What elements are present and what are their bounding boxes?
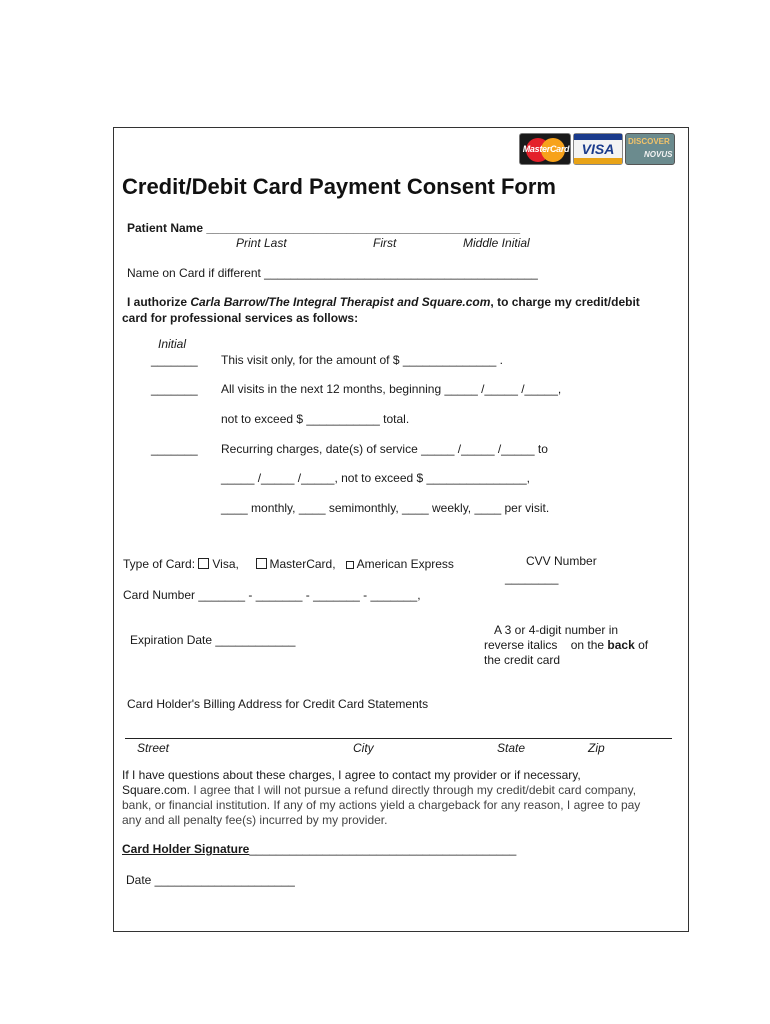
all-visits-option: All visits in the next 12 months, beginning _____ /_____ /_____,: [221, 382, 562, 396]
card-logos: [519, 131, 677, 167]
billing-address-field[interactable]: [125, 738, 672, 739]
provider-name: Carla Barrow/The Integral Therapist and Square.com: [190, 295, 491, 309]
card-type-label: Type of Card:: [123, 557, 199, 571]
first-label: First: [373, 236, 397, 250]
cvv-note-reverse-italics: reverse italics: [484, 638, 558, 652]
questions-line2: [122, 783, 636, 798]
mastercard-checkbox[interactable]: [256, 558, 267, 569]
state-label: State: [497, 741, 526, 755]
cvv-note-line1: A 3 or 4-digit number in: [494, 623, 619, 637]
mastercard-option-label: MasterCard,: [269, 557, 336, 571]
authorize-prefix: I authorize: [127, 295, 191, 309]
card-number-field[interactable]: Card Number _______ - _______ - _______ - _______,: [123, 588, 421, 602]
cvv-note-line2: [484, 638, 648, 653]
zip-label: Zip: [588, 741, 605, 755]
date-field[interactable]: Date _____________________: [126, 873, 295, 887]
page-title: Credit/Debit Card Payment Consent Form: [122, 174, 556, 199]
initial-label: Initial: [158, 337, 187, 351]
signature-field[interactable]: ________________________________________: [249, 842, 517, 856]
novus-logo-text: NOVUS: [644, 150, 673, 159]
visa-logo-icon: [573, 133, 623, 165]
city-label: City: [353, 741, 374, 755]
print-last-label: Print Last: [236, 236, 287, 250]
questions-line1: If I have questions about these charges, I agree to contact my provider or if necessary,: [122, 768, 581, 782]
amex-checkbox[interactable]: [346, 561, 354, 569]
street-label: Street: [137, 741, 170, 755]
initial-all-visits[interactable]: _______: [151, 382, 198, 396]
signature-row: [122, 842, 516, 857]
cvv-label: CVV Number: [526, 554, 597, 568]
patient-name-field[interactable]: Patient Name _______________________________________________: [127, 221, 521, 235]
mastercard-logo-icon: [519, 133, 571, 165]
mastercard-logo-text: MasterCard: [522, 144, 570, 154]
visa-option-label: Visa,: [212, 557, 239, 571]
recurring-option-line2: _____ /_____ /_____, not to exceed $ _______________,: [221, 471, 530, 485]
questions-line3: bank, or financial institution. If any of my actions yield a chargeback for any reason, I agree to pay: [122, 798, 641, 812]
authorize-suffix: , to charge my credit/debit: [490, 295, 640, 309]
card-type-row: [123, 557, 454, 572]
initial-this-visit[interactable]: _______: [151, 353, 198, 367]
signature-label: Card Holder Signature: [122, 842, 250, 856]
questions-line4: any and all penalty fee(s) incurred by my provider.: [122, 813, 388, 827]
billing-address-label: Card Holder's Billing Address for Credit Card Statements: [127, 697, 429, 711]
cvv-note-line3: the credit card: [484, 653, 561, 667]
cvv-note-of: of: [634, 638, 649, 652]
not-exceed-total: not to exceed $ ___________ total.: [221, 412, 410, 426]
name-on-card-field[interactable]: Name on Card if different _________________________________________: [127, 266, 538, 280]
amex-option-label: American Express: [356, 557, 454, 571]
initial-recurring[interactable]: _______: [151, 442, 198, 456]
this-visit-option: This visit only, for the amount of $ ______________ .: [221, 353, 503, 367]
cvv-field[interactable]: ________: [505, 571, 559, 585]
visa-logo-text: VISA: [581, 141, 615, 157]
frequency-options: ____ monthly, ____ semimonthly, ____ weekly, ____ per visit.: [221, 501, 550, 515]
authorize-line1: [127, 295, 640, 310]
discover-logo-text: DISCOVER: [628, 137, 670, 146]
visa-checkbox[interactable]: [198, 558, 209, 569]
recurring-option: Recurring charges, date(s) of service _____ /_____ /_____ to: [221, 442, 548, 456]
authorize-line2: card for professional services as follows:: [122, 311, 359, 325]
discover-logo-icon: [625, 133, 675, 165]
questions-line2-rest: . I agree that I will not pursue a refund directly through my credit/debit card company,: [186, 783, 637, 797]
cvv-note-on-the: on the: [570, 638, 608, 652]
square-com-text: Square.com: [122, 783, 187, 797]
middle-initial-label: Middle Initial: [463, 236, 530, 250]
cvv-note-back: back: [607, 638, 635, 652]
expiration-date-field[interactable]: Expiration Date ____________: [130, 633, 296, 647]
